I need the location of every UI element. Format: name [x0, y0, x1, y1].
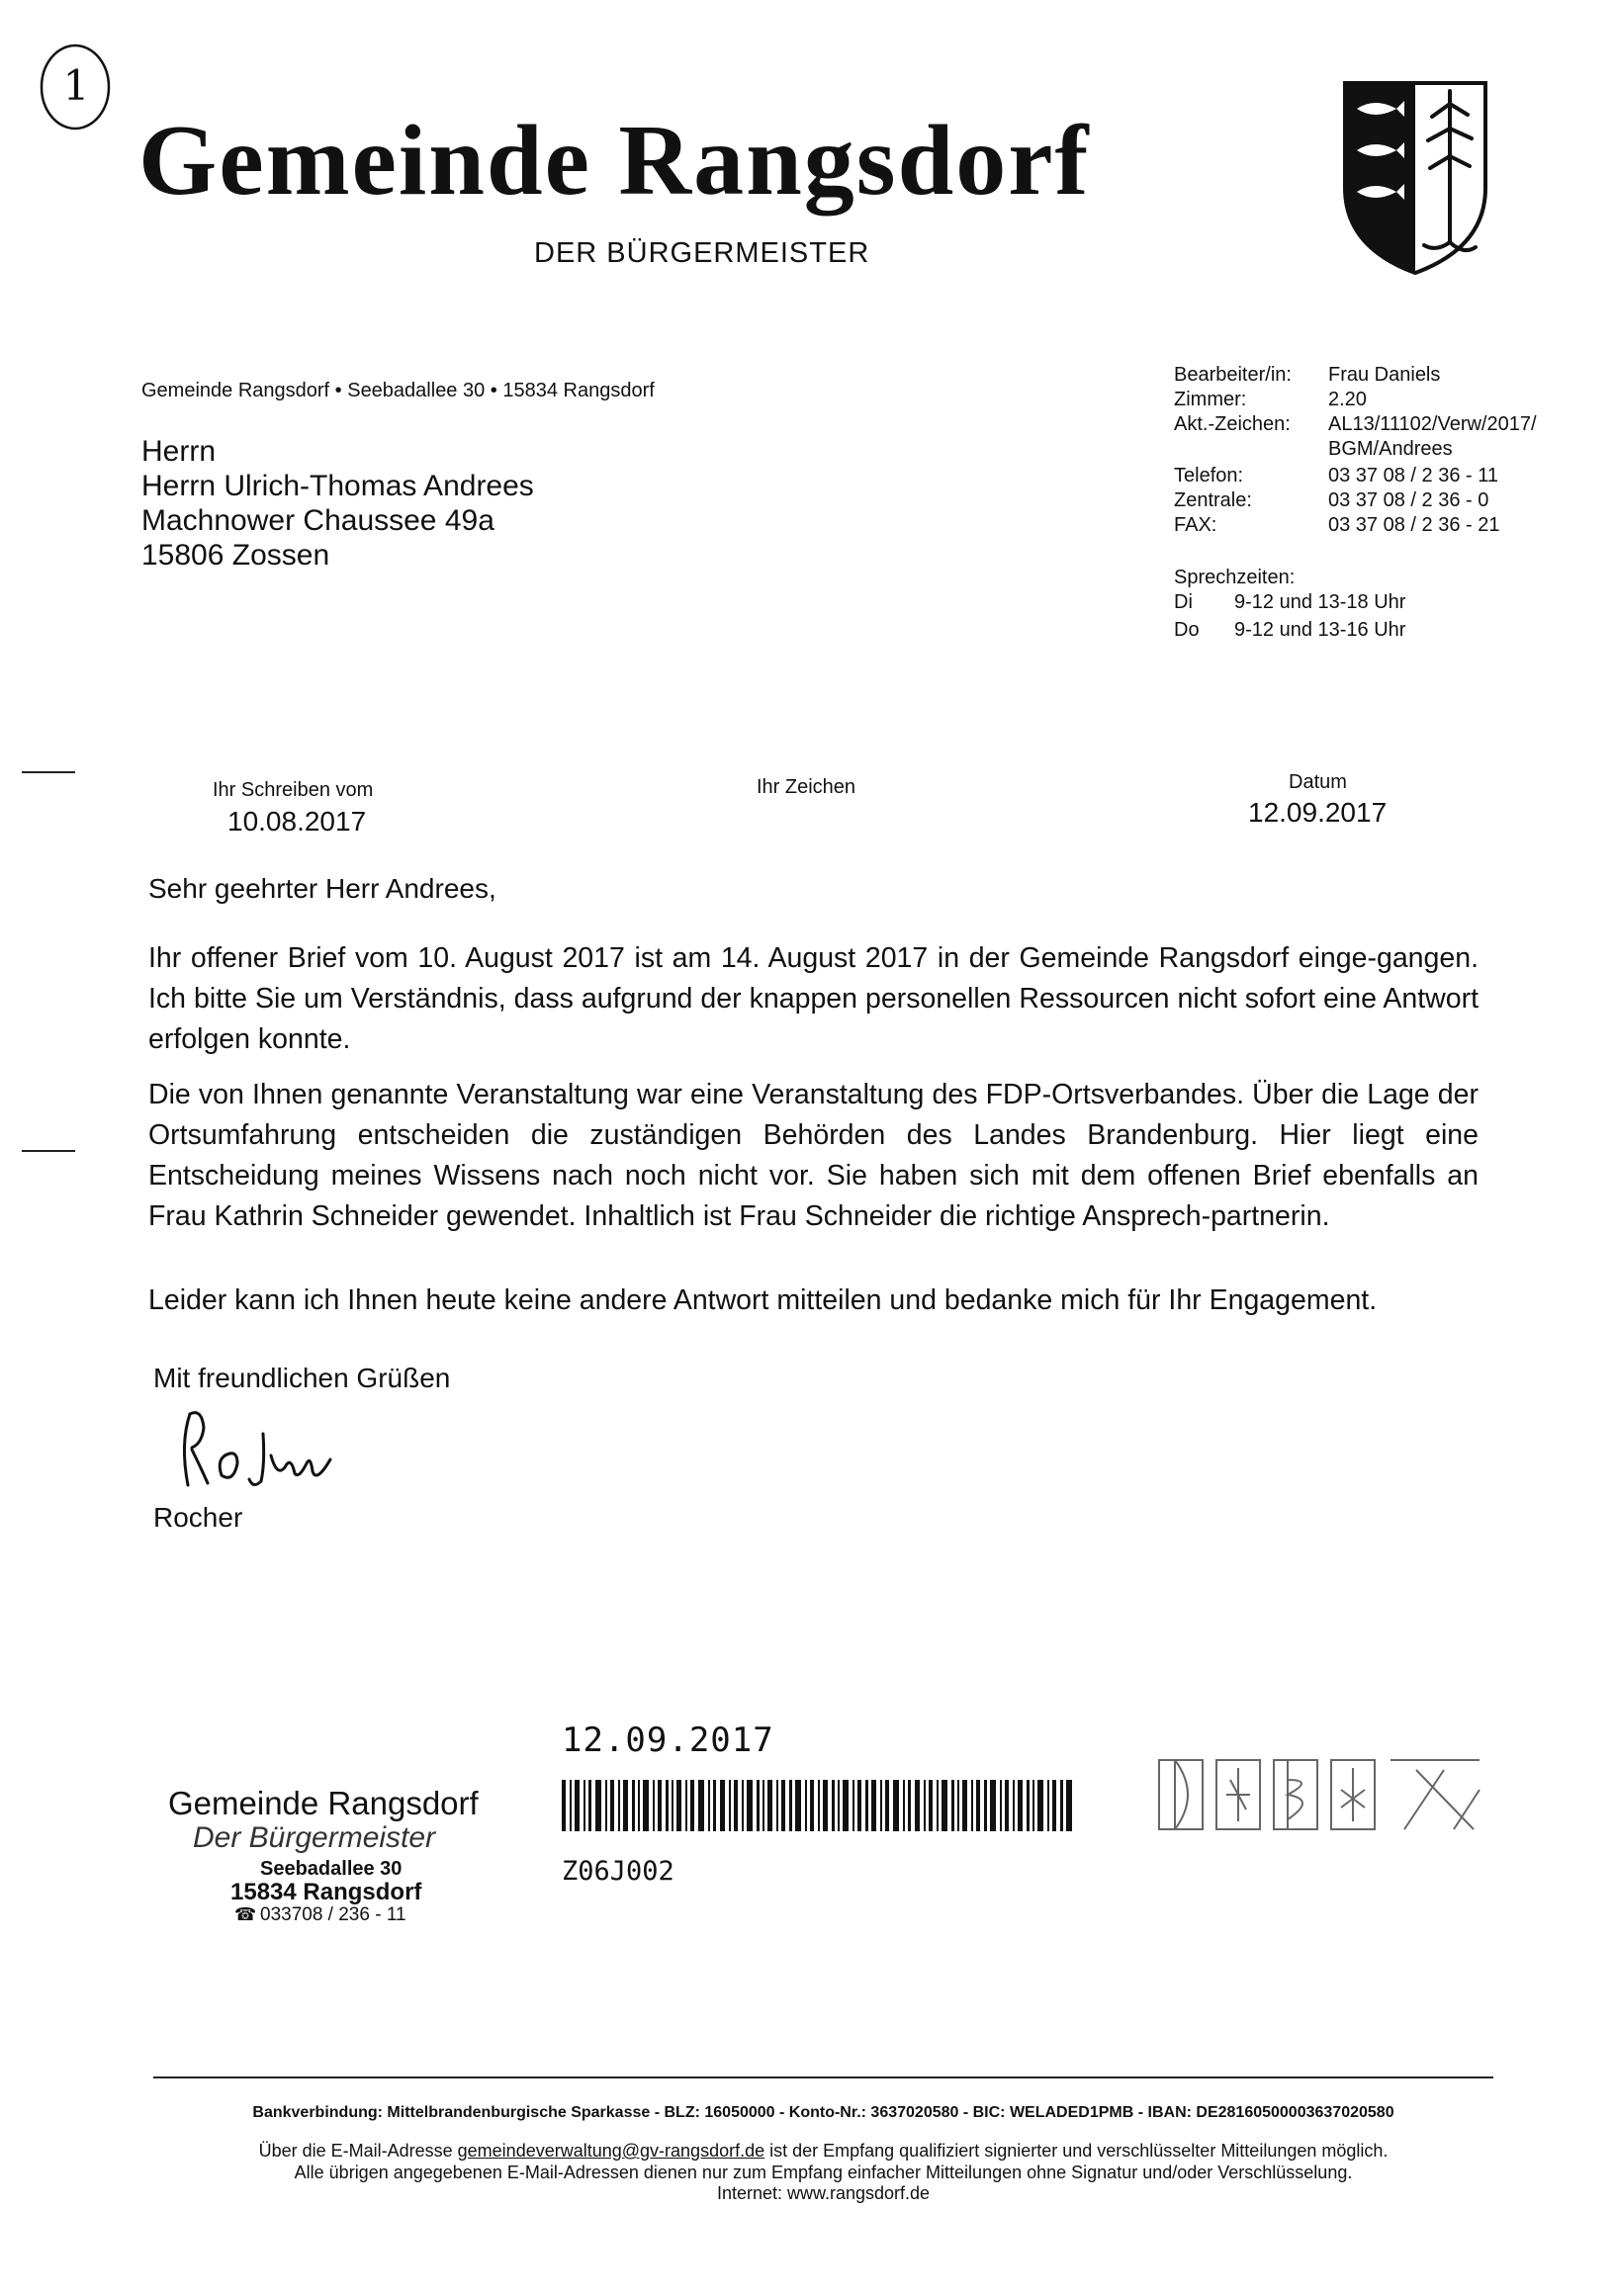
- office-hours-time-2: 9-12 und 13-16 Uhr: [1234, 619, 1406, 641]
- letter-paragraph-3: Leider kann ich Ihnen heute keine andere Antwort mitteilen und bedanke mich für Ihr Engagement.: [148, 1284, 1378, 1316]
- recipient-street: Machnower Chaussee 49a: [141, 504, 494, 537]
- page-number-text: 1: [62, 60, 90, 110]
- info-label-switchboard: Zentrale:: [1174, 489, 1252, 511]
- your-letter-date: 10.08.2017: [227, 806, 367, 837]
- footer-email-disclaimer: Alle übrigen angegebenen E-Mail-Adressen dienen nur zum Empfang einfacher Mitteilungen ohne Signatur und/oder Verschlüsselung.: [294, 2163, 1353, 2182]
- letter-closing: Mit freundlichen Grüßen: [153, 1363, 451, 1393]
- barcode: [562, 1780, 1076, 1831]
- footer-internet[interactable]: Internet: www.rangsdorf.de: [716, 2183, 931, 2203]
- footer-email-pre: Über die E-Mail-Adresse: [258, 2141, 458, 2161]
- info-label-clerk: Bearbeiter/in:: [1174, 364, 1292, 386]
- letter-date: 12.09.2017: [1248, 797, 1388, 828]
- stamp-street: Seebadallee 30: [260, 1858, 403, 1880]
- coat-of-arms-icon: [1341, 79, 1489, 277]
- info-value-phone: 03 37 08 / 2 36 - 11: [1328, 465, 1498, 486]
- fold-mark: [22, 1150, 75, 1152]
- stamp-phone: 033708 / 236 - 11: [260, 1904, 406, 1925]
- scanner-mark-icon: [1157, 1750, 1483, 1839]
- footer-bank-details: Bankverbindung: Mittelbrandenburgische Sparkasse - BLZ: 16050000 - Konto-Nr.: 3637020580 - BIC: WELADED1PMB - IBAN: DE28160500003637020580: [252, 2104, 1394, 2121]
- info-label-phone: Telefon:: [1174, 465, 1244, 486]
- letter-salutation: Sehr geehrter Herr Andrees,: [148, 873, 496, 904]
- office-hours-day-1: Di: [1174, 591, 1193, 613]
- footer-email-post: ist der Empfang qualifiziert signierter und verschlüsselter Mitteilungen möglich.: [764, 2141, 1389, 2161]
- handwritten-signature: [168, 1394, 386, 1503]
- sender-address-line: Gemeinde Rangsdorf • Seebadallee 30 • 15834 Rangsdorf: [141, 380, 655, 401]
- letter-paragraph-1: Ihr offener Brief vom 10. August 2017 ist am 14. August 2017 in der Gemeinde Rangsdorf einge-gangen. Ich bitte Sie um Verständnis, dass aufgrund der knappen personellen Ressourcen nicht sofort eine Antwort erfolgen konnte.: [148, 942, 1479, 1055]
- info-value-file-number: AL13/11102/Verw/2017/: [1328, 413, 1537, 435]
- stamp-role: Der Bürgermeister: [193, 1821, 436, 1854]
- info-value-room: 2.20: [1328, 389, 1367, 410]
- date-label: Datum: [1289, 771, 1347, 793]
- stamp-organization: Gemeinde Rangsdorf: [168, 1785, 479, 1821]
- info-value-fax: 03 37 08 / 2 36 - 21: [1328, 514, 1500, 536]
- office-hours-time-1: 9-12 und 13-18 Uhr: [1234, 591, 1406, 613]
- letter-paragraph-2: Die von Ihnen genannte Veranstaltung war eine Veranstaltung des FDP-Ortsverbandes. Über die Lage der Ortsumfahrung entscheiden die zuständigen Behörden des Landes Brandenburg. Hier liegt eine Entscheidung meines Wissens nach noch nicht vor. Sie haben sich mit dem offenen Brief ebenfalls an Frau Kathrin Schneider gewendet. Inhaltlich ist Frau Schneider die richtige Ansprech-partnerin.: [148, 1079, 1479, 1232]
- recipient-city: 15806 Zossen: [141, 539, 330, 572]
- info-value-switchboard: 03 37 08 / 2 36 - 0: [1328, 489, 1489, 511]
- stamp-city: 15834 Rangsdorf: [230, 1879, 422, 1905]
- footer-email-notice: [153, 2141, 1493, 2162]
- letterhead-title: Gemeinde Rangsdorf: [138, 105, 1091, 217]
- info-label-room: Zimmer:: [1174, 389, 1247, 410]
- your-sign-label: Ihr Zeichen: [757, 776, 856, 798]
- footer-email-link[interactable]: gemeindeverwaltung@gv-rangsdorf.de: [457, 2141, 765, 2161]
- received-date-stamp: 12.09.2017: [562, 1721, 774, 1760]
- info-value-clerk: Frau Daniels: [1328, 364, 1441, 386]
- handwritten-page-number: [36, 36, 117, 134]
- your-letter-label: Ihr Schreiben vom: [213, 779, 374, 801]
- info-label-file-number: Akt.-Zeichen:: [1174, 413, 1291, 435]
- office-hours-day-2: Do: [1174, 619, 1200, 641]
- recipient-name: Herrn Ulrich-Thomas Andrees: [141, 470, 534, 502]
- info-value-file-number-cont: BGM/Andrees: [1328, 438, 1453, 460]
- office-hours-heading: Sprechzeiten:: [1174, 567, 1296, 588]
- barcode-code: Z06J002: [562, 1856, 674, 1887]
- telephone-icon: ☎: [234, 1904, 257, 1924]
- footer-divider: [153, 2076, 1493, 2078]
- info-label-fax: FAX:: [1174, 514, 1217, 536]
- signer-name: Rocher: [153, 1502, 243, 1533]
- letterhead-subtitle: DER BÜRGERMEISTER: [534, 237, 870, 269]
- fold-mark: [22, 771, 75, 773]
- recipient-salutation: Herrn: [141, 435, 217, 468]
